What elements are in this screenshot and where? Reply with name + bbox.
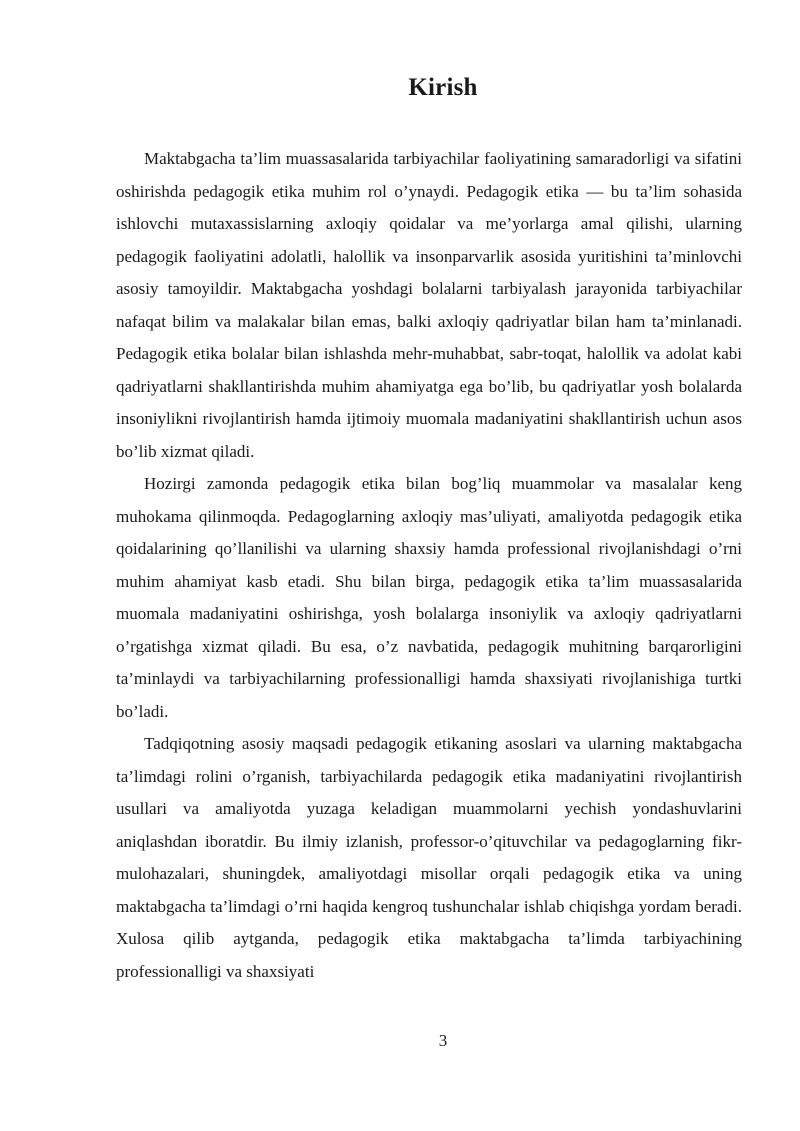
paragraph-2: Hozirgi zamonda pedagogik etika bilan bog’liq muammolar va masalalar keng muhokama qilinmoqda. Pedagoglarning axloqiy mas’uliyati, amaliyotda pedagogik etika qoidalarining qo’llanilishi va ularning shaxsiy hamda professional rivojlanishdagi o’rni muhim ahamiyat kasb etadi. Shu bilan birga, pedagogik etika ta’lim muassasalarida muomala madaniyatini oshirishga, yosh bolalarga insoniylik va axloqiy qadriyatlarni o’rgatishga xizmat qiladi. Bu esa, o’z navbatida, pedagogik muhitning barqarorligini ta’minlaydi va tarbiyachilarning professionalligi hamda shaxsiyati rivojlanishiga turtki bo’ladi.: [116, 474, 742, 721]
page-number: 3: [438, 1031, 448, 1050]
paragraph-3: Tadqiqotning asosiy maqsadi pedagogik etikaning asoslari va ularning maktabgacha ta’limdagi rolini o’rganish, tarbiyachilarda pedagogik etika madaniyatini rivojlantirish usullari va amaliyotda yuzaga keladigan muammolarni yechish yondashuvlarini aniqlashdan iboratdir. Bu ilmiy izlanish, professor-o’qituvchilar va pedagoglarning fikr-mulohazalari, shuningdek, amaliyotdagi misollar orqali pedagogik etika va uning maktabgacha ta’limdagi o’rni haqida kengroq tushunchalar ishlab chiqishga yordam beradi. Xulosa qilib aytganda, pedagogik etika maktabgacha ta’limda tarbiyachining professionalligi va shaxsiyati: [116, 734, 742, 981]
body-text: [116, 143, 742, 988]
page-title: Kirish: [408, 74, 478, 101]
paragraph-1: Maktabgacha ta’lim muassasalarida tarbiyachilar faoliyatining samaradorligi va sifatini oshirishda pedagogik etika muhim rol o’ynaydi. Pedagogik etika — bu ta’lim sohasida ishlovchi mutaxassislarning axloqiy qoidalar va me’yorlarga amal qilishi, ularning pedagogik faoliyatini adolatli, halollik va insonparvarlik asosida yuritishini ta’minlovchi asosiy tamoyildir. Maktabgacha yoshdagi bolalarni tarbiyalash jarayonida tarbiyachilar nafaqat bilim va malakalar bilan emas, balki axloqiy qadriyatlar bilan ham ta’minlanadi. Pedagogik etika bolalar bilan ishlashda mehr-muhabbat, sabr-toqat, halollik va adolat kabi qadriyatlarni shakllantirishda muhim ahamiyatga ega bo’lib, bu qadriyatlar yosh bolalarda insoniylikni rivojlantirish hamda ijtimoiy muomala madaniyatini shakllantirish uchun asos bo’lib xizmat qiladi.: [116, 149, 742, 461]
